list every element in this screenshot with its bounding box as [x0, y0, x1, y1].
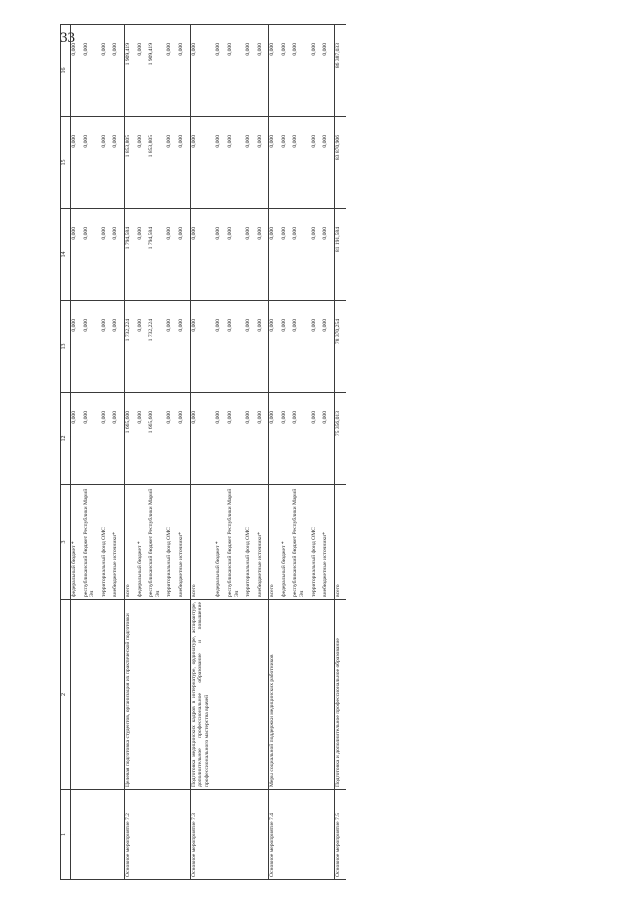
funding-source-cell: территориальный фонд ОМС	[101, 485, 108, 600]
funding-source-cell: всего	[334, 485, 341, 600]
spacer-cell	[341, 117, 346, 209]
funding-source-cell: республиканский бюджет Республики Марий Эл	[148, 485, 161, 600]
table-row	[334, 25, 341, 880]
value-cell: 0,000	[101, 209, 108, 301]
value-cell: 0,000	[269, 301, 276, 393]
value-cell: 0,000	[245, 209, 252, 301]
value-cell: 83 870,906	[334, 117, 341, 209]
value-cell: 0,000	[292, 25, 305, 117]
value-cell: 0,000	[178, 117, 185, 209]
value-cell: 0,000	[281, 25, 288, 117]
value-cell: 0,000	[166, 117, 173, 209]
value-cell: 0,000	[166, 209, 173, 301]
activity-cell: Основное мероприятие 7.3	[190, 790, 210, 880]
value-cell: 0,000	[71, 25, 78, 117]
column-header: 13	[61, 301, 71, 393]
value-cell: 0,000	[322, 393, 329, 485]
spacer-cell	[341, 301, 346, 393]
table-row	[71, 25, 78, 880]
value-cell: 0,000	[71, 301, 78, 393]
description-cell	[311, 600, 318, 790]
funding-source-cell: территориальный фонд ОМС	[245, 485, 252, 600]
funding-source-cell: федеральный бюджет *	[215, 485, 222, 600]
funding-source-cell: всего	[124, 485, 131, 600]
funding-source-cell: внебюджетные источники*	[322, 485, 329, 600]
value-cell: 0,000	[227, 25, 240, 117]
value-cell: 0,000	[215, 209, 222, 301]
value-cell: 1 732,224	[148, 301, 161, 393]
value-cell: 0,000	[178, 209, 185, 301]
value-cell: 0,000	[190, 25, 210, 117]
description-cell	[137, 600, 144, 790]
activity-cell: Основное мероприятие 7.2	[124, 790, 131, 880]
funding-source-cell: федеральный бюджет *	[71, 485, 78, 600]
spacer-cell	[341, 600, 346, 790]
value-cell: 0,000	[227, 301, 240, 393]
funding-source-cell: всего	[269, 485, 276, 600]
value-cell: 1 853,805	[124, 117, 131, 209]
column-header: 2	[61, 600, 71, 790]
value-cell: 0,000	[281, 393, 288, 485]
table-row	[137, 25, 144, 880]
table-row	[281, 25, 288, 880]
activity-cell	[148, 790, 161, 880]
table-row	[83, 25, 96, 880]
funding-source-cell: территориальный фонд ОМС	[311, 485, 318, 600]
table-row	[292, 25, 305, 880]
description-cell	[322, 600, 329, 790]
funding-source-cell: территориальный фонд ОМС	[166, 485, 173, 600]
value-cell: 0,000	[101, 393, 108, 485]
value-cell: 0,000	[112, 117, 119, 209]
value-cell: 0,000	[71, 393, 78, 485]
table-row	[311, 25, 318, 880]
value-cell: 0,000	[322, 117, 329, 209]
value-cell: 0,000	[257, 209, 264, 301]
value-cell: 0,000	[245, 393, 252, 485]
activity-cell	[101, 790, 108, 880]
value-cell: 0,000	[215, 393, 222, 485]
value-cell: 0,000	[83, 393, 96, 485]
table-row	[166, 25, 173, 880]
activity-cell	[178, 790, 185, 880]
value-cell: 0,000	[281, 301, 288, 393]
value-cell: 0,000	[83, 117, 96, 209]
value-cell: 0,000	[71, 117, 78, 209]
table-row	[245, 25, 252, 880]
value-cell: 0,000	[112, 393, 119, 485]
activity-cell	[257, 790, 264, 880]
table-row	[227, 25, 240, 880]
value-cell: 75 356,013	[334, 393, 341, 485]
value-cell: 0,000	[166, 301, 173, 393]
activity-cell	[112, 790, 119, 880]
value-cell: 0,000	[322, 301, 329, 393]
activity-cell	[322, 790, 329, 880]
value-cell: 0,000	[101, 301, 108, 393]
value-cell: 0,000	[112, 209, 119, 301]
value-cell: 0,000	[190, 117, 210, 209]
description-cell	[245, 600, 252, 790]
funding-source-cell: внебюджетные источники*	[112, 485, 119, 600]
column-header: 1	[61, 790, 71, 880]
value-cell: 0,000	[227, 209, 240, 301]
value-cell: 0,000	[269, 117, 276, 209]
description-cell: Подготовка медицинских кадров в интернатуре, ординатуре, аспирантуре, дополнительное профессиональное образование и повышение профессионального мастерства врачей	[190, 600, 210, 790]
value-cell: 0,000	[112, 25, 119, 117]
value-cell: 1 732,224	[124, 301, 131, 393]
value-cell: 0,000	[257, 301, 264, 393]
description-cell	[112, 600, 119, 790]
column-header: 14	[61, 209, 71, 301]
value-cell: 1 794,584	[148, 209, 161, 301]
activity-cell	[227, 790, 240, 880]
value-cell: 0,000	[215, 117, 222, 209]
value-cell: 0,000	[292, 209, 305, 301]
table-row	[269, 25, 276, 880]
description-cell	[292, 600, 305, 790]
column-header: 16	[61, 25, 71, 117]
funding-source-cell: республиканский бюджет Республики Марий Эл	[83, 485, 96, 600]
value-cell: 0,000	[245, 117, 252, 209]
table-row	[148, 25, 161, 880]
value-cell: 0,000	[311, 209, 318, 301]
activity-cell	[245, 790, 252, 880]
spacer-cell	[341, 393, 346, 485]
funding-source-cell: республиканский бюджет Республики Марий Эл	[292, 485, 305, 600]
value-cell: 0,000	[178, 25, 185, 117]
value-cell: 0,000	[101, 117, 108, 209]
column-header: 3	[61, 485, 71, 600]
value-cell: 0,000	[101, 25, 108, 117]
value-cell: 0,000	[322, 209, 329, 301]
value-cell: 1 909,419	[124, 25, 131, 117]
value-cell: 0,000	[269, 209, 276, 301]
spacer-cell	[341, 485, 346, 600]
table-row	[124, 25, 131, 880]
value-cell: 0,000	[83, 25, 96, 117]
value-cell: 0,000	[137, 117, 144, 209]
funding-source-cell: федеральный бюджет *	[281, 485, 288, 600]
value-cell: 0,000	[215, 25, 222, 117]
value-cell: 81 191,584	[334, 209, 341, 301]
value-cell: 0,000	[292, 301, 305, 393]
value-cell: 0,000	[311, 117, 318, 209]
value-cell: 0,000	[83, 301, 96, 393]
value-cell: 0,000	[281, 117, 288, 209]
value-cell: 0,000	[215, 301, 222, 393]
spacer-cell	[341, 25, 346, 117]
table-row	[101, 25, 108, 880]
description-cell	[148, 600, 161, 790]
description-cell	[178, 600, 185, 790]
value-cell: 0,000	[166, 393, 173, 485]
value-cell: 0,000	[178, 301, 185, 393]
value-cell: 0,000	[257, 25, 264, 117]
value-cell: 0,000	[257, 393, 264, 485]
description-cell	[215, 600, 222, 790]
description-cell	[83, 600, 96, 790]
value-cell: 0,000	[83, 209, 96, 301]
value-cell: 0,000	[322, 25, 329, 117]
description-cell	[227, 600, 240, 790]
value-cell: 0,000	[190, 301, 210, 393]
value-cell: 0,000	[281, 209, 288, 301]
activity-cell: Основное мероприятие 7.5	[334, 790, 341, 880]
value-cell: 0,000	[311, 25, 318, 117]
activity-cell	[71, 790, 78, 880]
activity-cell	[281, 790, 288, 880]
funding-source-cell: внебюджетные источники*	[257, 485, 264, 600]
table-row	[257, 25, 264, 880]
value-cell: 0,000	[137, 209, 144, 301]
value-cell: 0,000	[112, 301, 119, 393]
activity-cell: Основное мероприятие 7.4	[269, 790, 276, 880]
page-number: 33	[60, 30, 75, 46]
table-row	[322, 25, 329, 880]
value-cell: 1 909,419	[148, 25, 161, 117]
value-cell: 0,000	[292, 117, 305, 209]
value-cell: 0,000	[227, 393, 240, 485]
rotated-page-content	[60, 25, 620, 880]
activity-cell	[137, 790, 144, 880]
description-cell	[257, 600, 264, 790]
description-cell	[281, 600, 288, 790]
table-row	[215, 25, 222, 880]
description-cell	[166, 600, 173, 790]
table-row	[190, 25, 210, 880]
value-cell: 0,000	[269, 25, 276, 117]
value-cell: 0,000	[137, 301, 144, 393]
value-cell: 0,000	[292, 393, 305, 485]
funding-source-cell: внебюджетные источники*	[178, 485, 185, 600]
activity-cell	[166, 790, 173, 880]
header-row	[61, 25, 71, 880]
value-cell: 0,000	[137, 25, 144, 117]
description-cell: Меры социальной поддержки медицинских работников	[269, 600, 276, 790]
value-cell: 0,000	[178, 393, 185, 485]
funding-source-cell: республиканский бюджет Республики Марий Эл	[227, 485, 240, 600]
value-cell: 0,000	[269, 393, 276, 485]
column-header: 15	[61, 117, 71, 209]
value-cell: 86 387,033	[334, 25, 341, 117]
funding-source-cell: всего	[190, 485, 210, 600]
column-header: 12	[61, 393, 71, 485]
activity-cell	[83, 790, 96, 880]
value-cell: 1 794,584	[124, 209, 131, 301]
value-cell: 0,000	[257, 117, 264, 209]
spacer-cell	[341, 209, 346, 301]
budget-table	[60, 24, 346, 880]
value-cell: 0,000	[166, 25, 173, 117]
description-cell: Целевая подготовка студентов, организация их практической подготовки	[124, 600, 131, 790]
table-row	[178, 25, 185, 880]
value-cell: 0,000	[227, 117, 240, 209]
value-cell: 0,000	[245, 25, 252, 117]
activity-cell	[311, 790, 318, 880]
description-cell: Подготовка и дополнительное профессиональное образование	[334, 600, 341, 790]
value-cell: 0,000	[190, 209, 210, 301]
activity-cell	[292, 790, 305, 880]
value-cell: 0,000	[245, 301, 252, 393]
table-body	[71, 25, 347, 880]
value-cell: 0,000	[190, 393, 210, 485]
value-cell: 0,000	[311, 393, 318, 485]
value-cell: 0,000	[137, 393, 144, 485]
description-cell	[101, 600, 108, 790]
value-cell: 78 370,254	[334, 301, 341, 393]
value-cell: 0,000	[71, 209, 78, 301]
activity-cell	[215, 790, 222, 880]
value-cell: 1 665,600	[148, 393, 161, 485]
funding-source-cell: федеральный бюджет *	[137, 485, 144, 600]
value-cell: 0,000	[311, 301, 318, 393]
value-cell: 1 665,600	[124, 393, 131, 485]
description-cell	[71, 600, 78, 790]
table-row	[112, 25, 119, 880]
spacer-cell	[341, 790, 346, 880]
row-spacer	[341, 25, 346, 880]
value-cell: 1 853,805	[148, 117, 161, 209]
